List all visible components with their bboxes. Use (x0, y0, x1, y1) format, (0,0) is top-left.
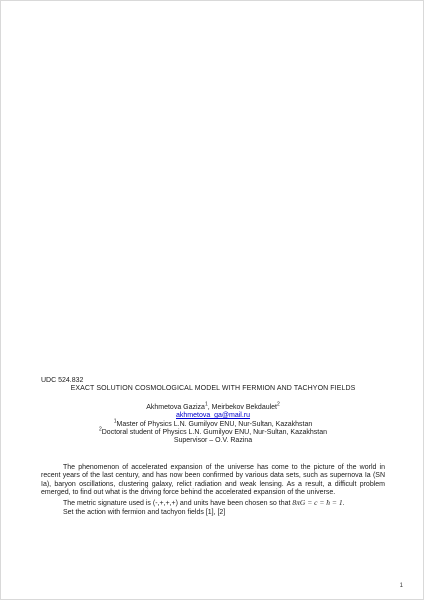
page-number: 1 (399, 583, 403, 589)
body-paragraph-2 (41, 498, 385, 509)
udc-code: UDC 524.832 (41, 377, 84, 384)
paper-content (41, 377, 385, 517)
author-email-link[interactable]: akhmetova_ga@mail.ru (175, 412, 251, 420)
affiliation-1 (41, 418, 385, 429)
supervisor-line: Supervisor – O.V. Razina (173, 437, 253, 445)
author-separator: , (207, 403, 212, 411)
author-2-superscript: 2 (277, 401, 280, 408)
body-paragraph-3: Set the action with fermion and tachyon fields [1], [2] (63, 508, 226, 516)
affiliation-2-superscript: 2 (98, 426, 102, 433)
paper-title: EXACT SOLUTION COSMOLOGICAL MODEL WITH FERMION AND TACHYON FIELDS (70, 385, 356, 393)
author-line (41, 401, 385, 412)
author-1-name: Akhmetova Gaziza (146, 403, 205, 411)
metric-signature-text: The metric signature used is (-,+,+,+) and units have been chosen so that (63, 499, 293, 507)
affiliation-1-text: Master of Physics L.N. Gumilyov ENU, Nur-Sultan, Kazakhstan (116, 420, 313, 428)
paragraph-2-end: . (342, 499, 345, 507)
affiliation-2-text: Doctoral student of Physics L.N. Gumilyov ENU, Nur-Sultan, Kazakhstan (101, 428, 328, 436)
body-paragraph-1: The phenomenon of accelerated expansion of the universe has come to the picture of the world in recent years of the last century, and has now been confirmed by various data sets, such as supernova Ia (SN Ia), baryon oscillations, clustering galaxy, relict radiation and weak lensing. As a result, a difficult problem emerged, to find out what is the driving force behind the accelerated expansion of the universe. (41, 463, 385, 497)
affiliation-1-superscript: 1 (113, 418, 117, 425)
author-1-superscript: 1 (204, 401, 208, 408)
units-equation: 8πG = c = ħ = 1 (292, 497, 343, 507)
author-2-name: Meirbekov Bekdaulet (211, 403, 277, 411)
affiliation-2 (41, 426, 385, 437)
